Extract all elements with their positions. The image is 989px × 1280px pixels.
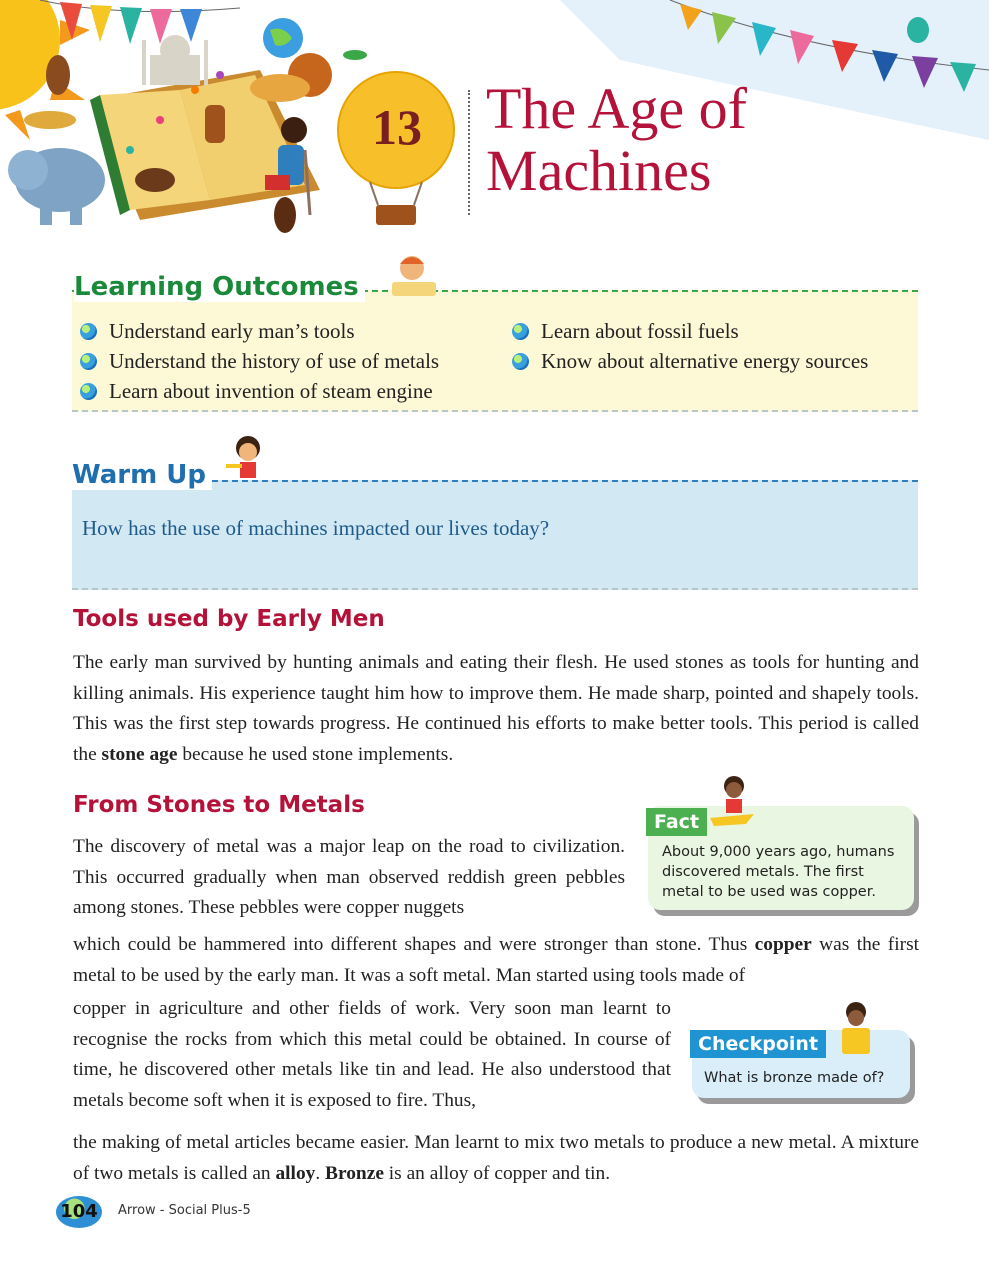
book-title: Arrow - Social Plus-5 [118, 1203, 251, 1218]
mask-right-icon [274, 197, 296, 233]
learning-outcomes-heading: Learning Outcomes [74, 272, 365, 302]
fact-text: About 9,000 years ago, humans discovered metals. The first metal to be used was copper. [662, 844, 895, 900]
learning-outcomes-left-list [80, 316, 439, 406]
paragraph-metals-1: The discovery of metal was a major leap on the road to civilization. This occurred gradually when man observed reddish green pebbles among stones. These pebbles were copper nuggets [73, 836, 625, 918]
page-number: 104 [56, 1196, 102, 1228]
bird-icon [907, 17, 929, 43]
title-divider [468, 90, 470, 215]
list-item: Understand early man’s tools [80, 316, 439, 346]
learning-outcomes-right-list [512, 316, 868, 376]
learning-outcomes-box [72, 290, 918, 412]
boy-with-pencil-icon [226, 432, 266, 492]
globe-bullet-icon [512, 323, 529, 340]
mask-left-icon [46, 55, 70, 95]
checkpoint-question: What is bronze made of? [704, 1070, 885, 1086]
chapter-title-line1: The Age of [486, 76, 747, 141]
cheetah-illustration [24, 111, 76, 129]
chapter-number: 13 [372, 99, 422, 155]
list-item: Learn about invention of steam engine [80, 376, 439, 406]
warm-up-box [72, 480, 918, 590]
globe-bullet-icon [80, 323, 97, 340]
chapter-title [486, 78, 906, 202]
paragraph-metals-3: copper in agriculture and other fields of work. Very soon man learnt to recognise the rocks from which this metal could be obtained. In course of time, he discovered other metals like tin and lead. He also understood that metals become soft when it is exposed to fire. Thus, [73, 998, 671, 1111]
list-item: Understand the history of use of metals [80, 346, 439, 376]
warm-up-question: How has the use of machines impacted our lives today? [82, 516, 550, 540]
globe-bullet-icon [80, 353, 97, 370]
section-heading-tools: Tools used by Early Men [73, 606, 385, 632]
warm-up-heading: Warm Up [72, 460, 212, 490]
taj-mahal-illustration [142, 35, 208, 85]
bowl-icon [135, 168, 175, 192]
elephant-illustration [8, 148, 105, 225]
checkpoint-label: Checkpoint [690, 1030, 826, 1058]
chapter-title-line2: Machines [486, 138, 712, 203]
section-heading-metals: From Stones to Metals [73, 792, 365, 818]
globe-bullet-icon [512, 353, 529, 370]
sun-icon [0, 0, 60, 110]
list-item: Know about alternative energy sources [512, 346, 868, 376]
boy-on-rocket-icon [706, 774, 758, 830]
fact-label: Fact [646, 808, 707, 836]
hummingbird-icon [343, 50, 367, 60]
girl-with-book-icon [832, 1000, 880, 1058]
reading-girl-icon [384, 252, 444, 302]
globe-bullet-icon [80, 383, 97, 400]
list-item: Learn about fossil fuels [512, 316, 868, 346]
drum-icon [205, 105, 225, 143]
paragraph-metals-2: which could be hammered into different shapes and were stronger than stone. Thus copper was the first metal to be used by the early man. It was a soft metal. Man started using tools made of [73, 934, 920, 986]
paragraph-tools: The early man survived by hunting animals and eating their flesh. He used stones as tools for hunting and killing animals. His experience taught him how to improve them. He made sharp, pointed and shapely tools. This was the first step towards progress. He continued his efforts to make better tools. This period is called the stone age because he used stone implements. [73, 652, 919, 765]
lion-illustration [250, 53, 332, 102]
paragraph-metals-4: the making of metal articles became easier. Man learnt to mix two metals to produce a new metal. A mixture of two metals is called an alloy. Bronze is an alloy of copper and tin. [73, 1132, 919, 1184]
